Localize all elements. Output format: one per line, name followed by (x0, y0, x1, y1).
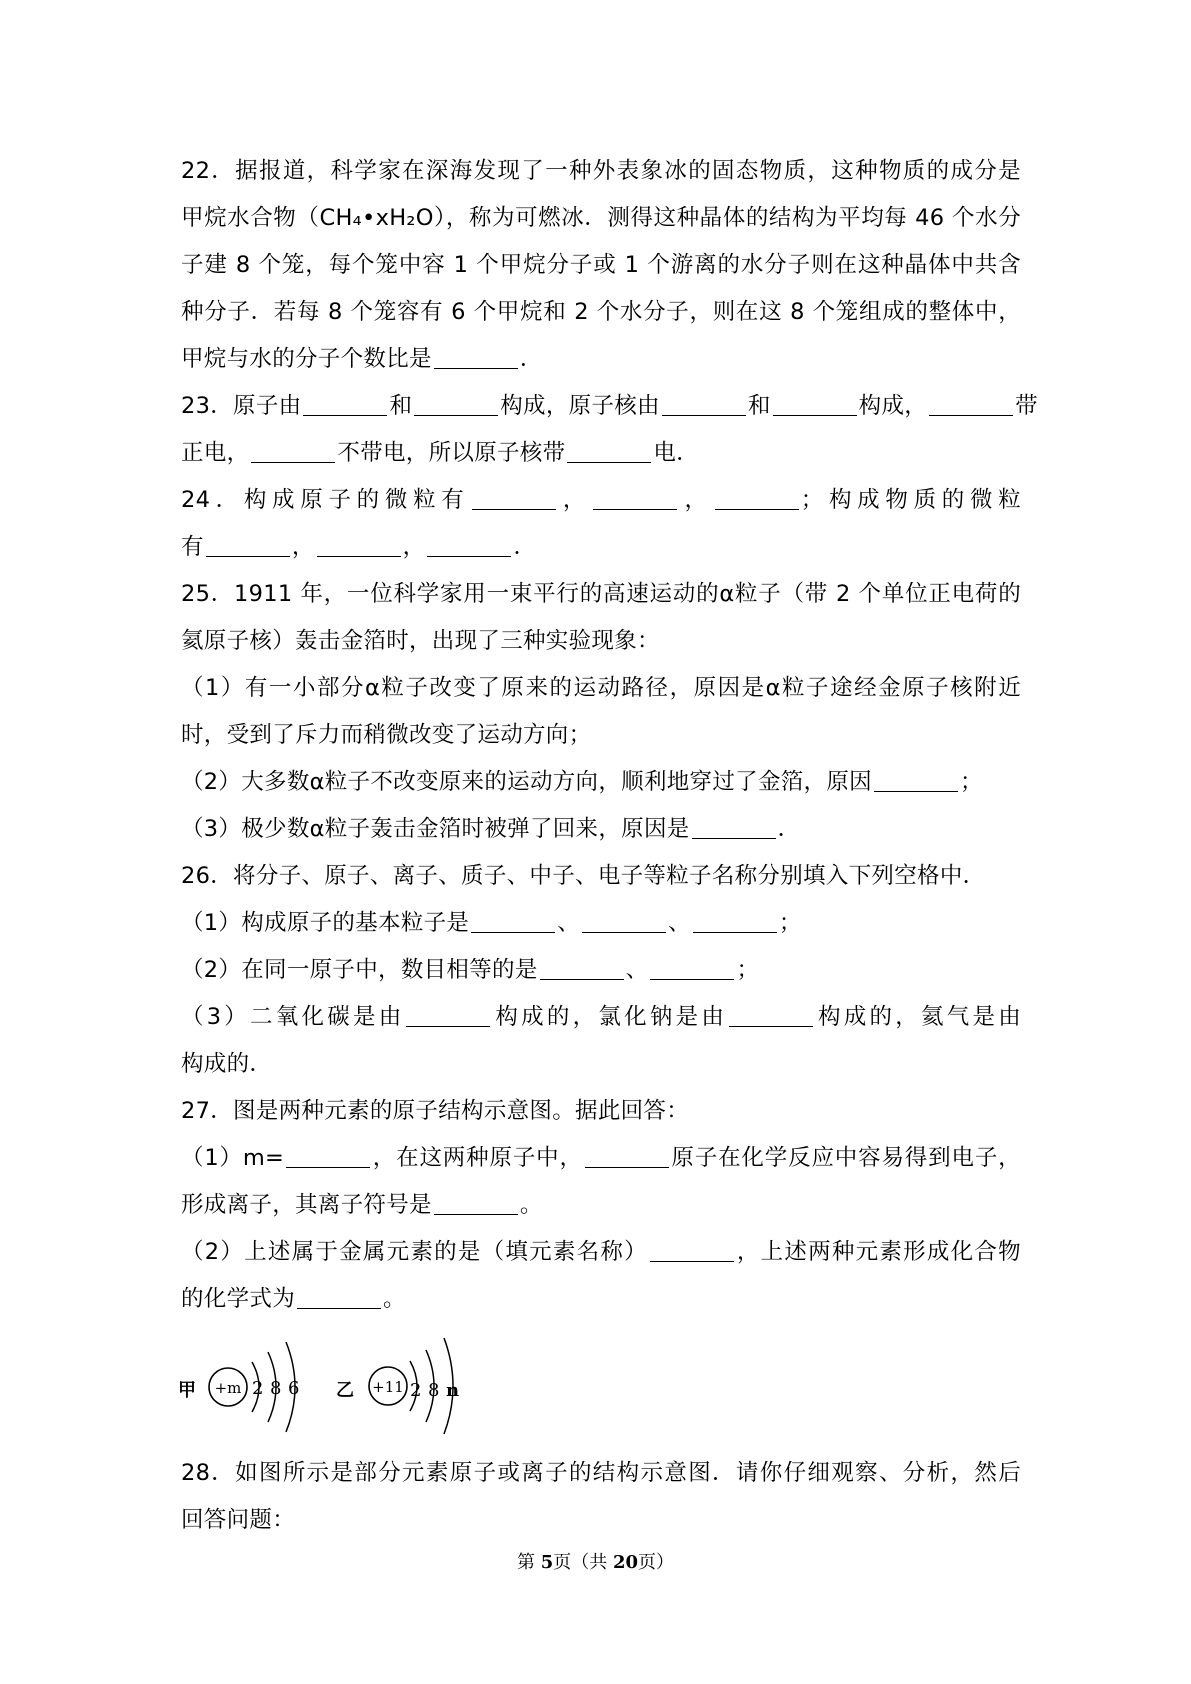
answer-blank[interactable] (297, 1286, 381, 1309)
shell-electron-count: 6 (288, 1378, 300, 1399)
text-line: 27．图是两种元素的原子结构示意图。据此回答： (181, 1098, 690, 1124)
footer-prefix: 第 (516, 1552, 541, 1573)
text-line: （2）大多数α粒子不改变原来的运动方向，顺利地穿过了金箔，原因 ； (181, 769, 983, 795)
text-line: 构成的． (181, 1051, 273, 1077)
total-page-count: 20 (612, 1552, 639, 1573)
answer-blank[interactable] (434, 1192, 518, 1215)
answer-blank[interactable] (585, 1145, 669, 1168)
text-line: 24．构成原子的微粒有 ， ， ；构成物质的微粒 (181, 487, 1021, 513)
shell-electron-count: 2 (252, 1378, 264, 1399)
answer-blank[interactable] (317, 534, 401, 557)
text-line: （3）二氧化碳是由 构成的，氯化钠是由 构成的，氦气是由 (181, 1004, 1022, 1030)
text-line: （1）构成原子的基本粒子是 、 、 ； (181, 910, 802, 936)
answer-blank[interactable] (582, 910, 666, 933)
question-28-text (181, 1450, 1021, 1544)
answer-blank[interactable] (206, 534, 290, 557)
shell-electron-count: 2 (410, 1380, 422, 1401)
answer-blank[interactable] (540, 957, 624, 980)
text-line: 甲烷水合物（CH₄•xH₂O），称为可燃冰．测得这种晶体的结构为平均每 46 个水分 (181, 205, 1021, 231)
answer-blank[interactable] (251, 440, 335, 463)
text-line: （1）有一小部分α粒子改变了原来的运动路径，原因是α粒子途经金原子核附近 (181, 675, 1021, 701)
question-text (181, 148, 1038, 1323)
answer-blank[interactable] (471, 910, 555, 933)
text-line: 22．据报道，科学家在深海发现了一种外表象冰的固态物质，这种物质的成分是 (181, 158, 1021, 184)
text-line: 种分子．若每 8 个笼容有 6 个甲烷和 2 个水分子，则在这 8 个笼组成的整体中， (181, 299, 1021, 325)
text-line: （3）极少数α粒子轰击金箔时被弹了回来，原因是 ． (181, 816, 801, 842)
answer-blank[interactable] (406, 1004, 490, 1027)
answer-blank[interactable] (650, 957, 734, 980)
footer-middle: 页（共 (553, 1552, 613, 1573)
answer-blank[interactable] (693, 910, 777, 933)
nucleus-charge: +11 (372, 1378, 404, 1396)
text-line: 子建 8 个笼，每个笼中容 1 个甲烷分子或 1 个游离的水分子则在这种晶体中共含 (181, 252, 1021, 278)
text-line: （1）m= ，在这两种原子中， 原子在化学反应中容易得到电子， (181, 1145, 1021, 1171)
answer-blank[interactable] (874, 769, 958, 792)
text-line: 26．将分子、原子、离子、质子、中子、电子等粒子名称分别填入下列空格中． (181, 863, 986, 889)
text-line: 时，受到了斥力而稍微改变了运动方向； (181, 722, 592, 748)
text-line: 氦原子核）轰击金箔时，出现了三种实验现象： (181, 628, 660, 654)
text-line: 形成离子，其离子符号是 。 (181, 1192, 543, 1218)
answer-blank[interactable] (472, 487, 556, 510)
text-line: （2）上述属于金属元素的是（填元素名称） ，上述两种元素形成化合物 (181, 1239, 1021, 1265)
answer-blank[interactable] (650, 1239, 734, 1262)
text-line: 25．1911 年，一位科学家用一束平行的高速运动的α粒子（带 2 个单位正电荷的 (181, 581, 1021, 607)
text-line: 有 ， ， ． (181, 534, 537, 560)
answer-blank[interactable] (303, 393, 387, 416)
atom-jia (178, 1342, 299, 1432)
atom-label: 乙 (336, 1380, 354, 1401)
nucleus-charge: +m (214, 1379, 242, 1397)
current-page-number: 5 (540, 1552, 554, 1573)
text-line: 28．如图所示是部分元素原子或离子的结构示意图．请你仔细观察、分析，然后 (181, 1460, 1021, 1486)
text-line: 的化学式为 。 (181, 1286, 406, 1312)
text-line: 回答问题： (181, 1507, 296, 1533)
answer-blank[interactable] (567, 440, 651, 463)
answer-blank[interactable] (414, 393, 498, 416)
text-line: （2）在同一原子中，数目相等的是 、 ； (181, 957, 760, 983)
answer-blank[interactable] (427, 534, 511, 557)
shell-electron-count: 8 (270, 1378, 282, 1399)
text-line: 23．原子由 和 构成，原子核由 和 构成， 带 (181, 393, 1038, 419)
answer-blank[interactable] (662, 393, 746, 416)
text-line: 甲烷与水的分子个数比是 ． (181, 346, 543, 372)
answer-blank[interactable] (286, 1145, 370, 1168)
answer-blank[interactable] (434, 346, 518, 369)
answer-blank[interactable] (729, 1004, 813, 1027)
shell-electron-count: n (446, 1380, 460, 1401)
footer-suffix: 页） (638, 1552, 675, 1573)
answer-blank[interactable] (692, 816, 776, 839)
atom-yi (336, 1338, 459, 1434)
answer-blank[interactable] (773, 393, 857, 416)
answer-blank[interactable] (715, 487, 799, 510)
shell-electron-count: 8 (428, 1380, 440, 1401)
atom-label: 甲 (178, 1380, 196, 1401)
atomic-structure-diagram (178, 1318, 498, 1448)
answer-blank[interactable] (929, 393, 1013, 416)
page-footer (0, 1548, 1191, 1574)
answer-blank[interactable] (593, 487, 677, 510)
text-line: 正电， 不带电，所以原子核带 电． (181, 440, 700, 466)
